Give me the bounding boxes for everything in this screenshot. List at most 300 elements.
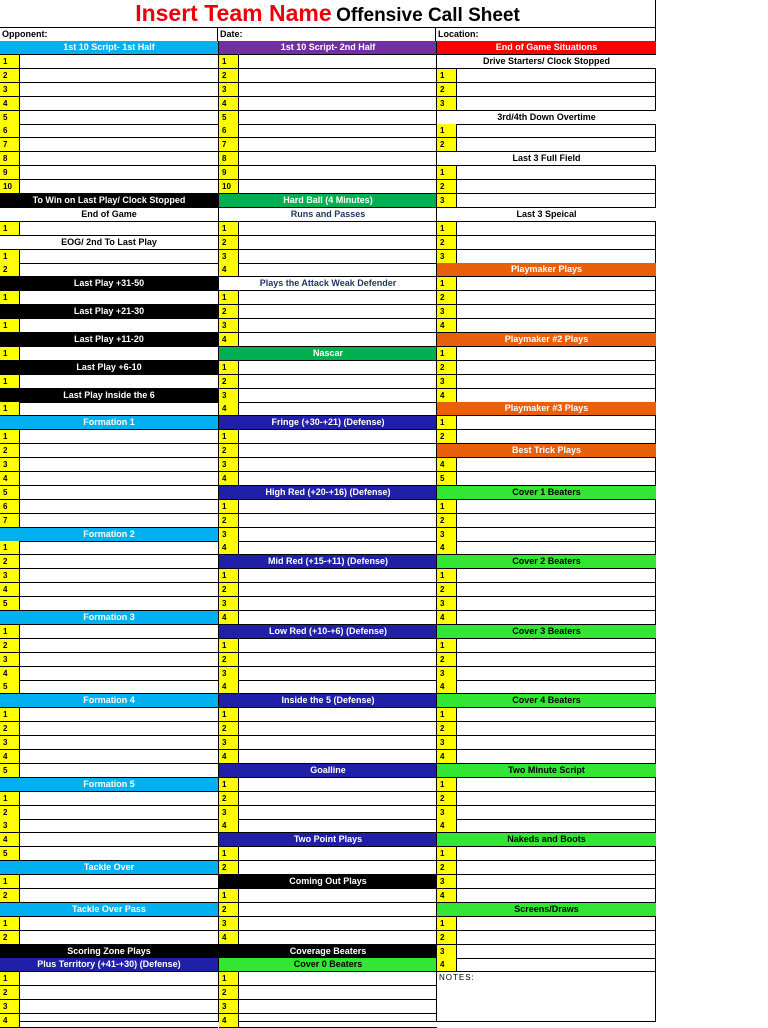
play-row[interactable] xyxy=(437,180,656,194)
play-row[interactable] xyxy=(0,514,218,528)
play-entry-field[interactable] xyxy=(20,83,218,96)
play-entry-field[interactable] xyxy=(239,180,437,193)
play-row[interactable] xyxy=(219,333,437,347)
play-row[interactable] xyxy=(0,222,218,236)
play-entry-field[interactable] xyxy=(457,875,656,888)
play-row[interactable] xyxy=(437,819,656,833)
play-row[interactable] xyxy=(219,611,437,625)
play-row[interactable] xyxy=(0,541,218,555)
play-row[interactable] xyxy=(219,667,437,681)
play-entry-field[interactable] xyxy=(457,861,656,874)
play-row[interactable] xyxy=(0,931,218,945)
play-entry-field[interactable] xyxy=(239,583,437,596)
play-entry-field[interactable] xyxy=(20,472,218,485)
play-row[interactable] xyxy=(0,764,218,778)
play-entry-field[interactable] xyxy=(239,541,437,554)
play-row[interactable] xyxy=(0,875,218,889)
play-entry-field[interactable] xyxy=(20,833,218,846)
play-entry-field[interactable] xyxy=(20,986,218,999)
play-entry-field[interactable] xyxy=(239,500,437,513)
play-row[interactable] xyxy=(437,528,656,542)
play-entry-field[interactable] xyxy=(239,514,437,527)
play-entry-field[interactable] xyxy=(239,333,437,346)
play-entry-field[interactable] xyxy=(239,55,437,68)
play-row[interactable] xyxy=(437,389,656,403)
play-entry-field[interactable] xyxy=(239,124,437,137)
opponent-field[interactable]: Opponent: xyxy=(0,28,218,41)
play-entry-field[interactable] xyxy=(20,667,218,680)
play-row[interactable] xyxy=(437,639,656,653)
location-field[interactable]: Location: xyxy=(438,29,479,39)
play-row[interactable] xyxy=(0,97,218,111)
play-entry-field[interactable] xyxy=(239,1000,437,1013)
play-entry-field[interactable] xyxy=(239,472,437,485)
play-row[interactable] xyxy=(219,180,437,194)
play-row[interactable] xyxy=(437,958,656,972)
play-entry-field[interactable] xyxy=(457,750,656,763)
play-row[interactable] xyxy=(437,166,656,180)
play-row[interactable] xyxy=(219,819,437,833)
play-entry-field[interactable] xyxy=(20,458,218,471)
play-entry-field[interactable] xyxy=(20,597,218,610)
play-entry-field[interactable] xyxy=(239,375,437,388)
play-row[interactable] xyxy=(0,69,218,83)
play-row[interactable] xyxy=(219,263,437,277)
play-entry-field[interactable] xyxy=(457,458,656,471)
play-entry-field[interactable] xyxy=(457,945,656,958)
play-row[interactable] xyxy=(0,472,218,486)
play-row[interactable] xyxy=(219,514,437,528)
play-entry-field[interactable] xyxy=(239,138,437,151)
play-entry-field[interactable] xyxy=(239,611,437,624)
play-row[interactable] xyxy=(0,792,218,806)
play-row[interactable] xyxy=(0,347,218,361)
play-entry-field[interactable] xyxy=(457,97,656,110)
play-entry-field[interactable] xyxy=(457,194,656,207)
play-entry-field[interactable] xyxy=(20,555,218,568)
play-entry-field[interactable] xyxy=(20,222,218,235)
play-entry-field[interactable] xyxy=(239,750,437,763)
play-entry-field[interactable] xyxy=(457,514,656,527)
play-row[interactable] xyxy=(219,680,437,694)
play-row[interactable] xyxy=(0,972,218,986)
play-entry-field[interactable] xyxy=(457,708,656,721)
play-entry-field[interactable] xyxy=(239,736,437,749)
play-entry-field[interactable] xyxy=(239,639,437,652)
play-row[interactable] xyxy=(219,152,437,166)
play-row[interactable] xyxy=(219,222,437,236)
play-row[interactable] xyxy=(219,55,437,69)
play-row[interactable] xyxy=(0,639,218,653)
play-row[interactable] xyxy=(219,124,437,138)
play-row[interactable] xyxy=(437,416,656,430)
play-row[interactable] xyxy=(437,458,656,472)
play-row[interactable] xyxy=(0,708,218,722)
play-entry-field[interactable] xyxy=(457,528,656,541)
notes-area[interactable] xyxy=(437,973,656,982)
play-row[interactable] xyxy=(219,1000,437,1014)
play-entry-field[interactable] xyxy=(457,597,656,610)
play-entry-field[interactable] xyxy=(457,83,656,96)
play-entry-field[interactable] xyxy=(457,611,656,624)
play-row[interactable] xyxy=(0,291,218,305)
play-entry-field[interactable] xyxy=(457,680,656,693)
play-entry-field[interactable] xyxy=(239,806,437,819)
play-entry-field[interactable] xyxy=(20,444,218,457)
play-row[interactable] xyxy=(219,986,437,1000)
play-row[interactable] xyxy=(0,583,218,597)
play-entry-field[interactable] xyxy=(20,319,218,332)
play-row[interactable] xyxy=(0,750,218,764)
play-entry-field[interactable] xyxy=(20,972,218,985)
play-row[interactable] xyxy=(0,250,218,264)
play-row[interactable] xyxy=(437,83,656,97)
play-row[interactable] xyxy=(437,667,656,681)
play-row[interactable] xyxy=(219,236,437,250)
play-entry-field[interactable] xyxy=(239,847,437,860)
play-entry-field[interactable] xyxy=(457,778,656,791)
play-row[interactable] xyxy=(437,361,656,375)
play-row[interactable] xyxy=(437,569,656,583)
play-entry-field[interactable] xyxy=(457,847,656,860)
play-entry-field[interactable] xyxy=(20,430,218,443)
play-row[interactable] xyxy=(219,903,437,917)
play-row[interactable] xyxy=(219,250,437,264)
play-row[interactable] xyxy=(0,83,218,97)
play-row[interactable] xyxy=(437,931,656,945)
play-entry-field[interactable] xyxy=(457,416,656,429)
play-row[interactable] xyxy=(437,319,656,333)
play-entry-field[interactable] xyxy=(239,667,437,680)
play-entry-field[interactable] xyxy=(457,375,656,388)
play-entry-field[interactable] xyxy=(239,917,437,930)
play-entry-field[interactable] xyxy=(239,319,437,332)
play-entry-field[interactable] xyxy=(457,250,656,263)
play-entry-field[interactable] xyxy=(457,291,656,304)
play-row[interactable] xyxy=(437,375,656,389)
play-row[interactable] xyxy=(219,111,437,125)
play-row[interactable] xyxy=(437,875,656,889)
play-row[interactable] xyxy=(437,708,656,722)
play-row[interactable] xyxy=(437,277,656,291)
play-row[interactable] xyxy=(437,250,656,264)
play-entry-field[interactable] xyxy=(457,667,656,680)
play-entry-field[interactable] xyxy=(20,764,218,777)
play-entry-field[interactable] xyxy=(457,931,656,944)
play-entry-field[interactable] xyxy=(457,917,656,930)
play-row[interactable] xyxy=(219,97,437,111)
play-row[interactable] xyxy=(437,291,656,305)
play-entry-field[interactable] xyxy=(20,847,218,860)
play-entry-field[interactable] xyxy=(20,653,218,666)
play-row[interactable] xyxy=(219,528,437,542)
play-row[interactable] xyxy=(219,653,437,667)
play-entry-field[interactable] xyxy=(457,430,656,443)
play-row[interactable] xyxy=(437,945,656,959)
play-row[interactable] xyxy=(437,847,656,861)
play-entry-field[interactable] xyxy=(457,472,656,485)
play-entry-field[interactable] xyxy=(20,55,218,68)
play-entry-field[interactable] xyxy=(457,236,656,249)
play-entry-field[interactable] xyxy=(457,361,656,374)
play-row[interactable] xyxy=(219,889,437,903)
play-entry-field[interactable] xyxy=(20,806,218,819)
play-entry-field[interactable] xyxy=(239,389,437,402)
play-row[interactable] xyxy=(437,236,656,250)
play-row[interactable] xyxy=(437,430,656,444)
play-entry-field[interactable] xyxy=(457,389,656,402)
play-entry-field[interactable] xyxy=(239,152,437,165)
play-entry-field[interactable] xyxy=(20,889,218,902)
play-entry-field[interactable] xyxy=(239,69,437,82)
play-entry-field[interactable] xyxy=(239,111,437,124)
play-row[interactable] xyxy=(0,138,218,152)
play-entry-field[interactable] xyxy=(239,792,437,805)
play-row[interactable] xyxy=(0,653,218,667)
play-row[interactable] xyxy=(0,806,218,820)
play-row[interactable] xyxy=(437,194,656,208)
play-entry-field[interactable] xyxy=(457,166,656,179)
play-entry-field[interactable] xyxy=(457,722,656,735)
play-row[interactable] xyxy=(219,972,437,986)
play-entry-field[interactable] xyxy=(20,541,218,554)
play-entry-field[interactable] xyxy=(20,736,218,749)
play-row[interactable] xyxy=(219,319,437,333)
play-entry-field[interactable] xyxy=(457,541,656,554)
play-entry-field[interactable] xyxy=(239,291,437,304)
play-row[interactable] xyxy=(219,541,437,555)
play-entry-field[interactable] xyxy=(20,486,218,499)
play-entry-field[interactable] xyxy=(239,166,437,179)
play-entry-field[interactable] xyxy=(20,931,218,944)
play-row[interactable] xyxy=(0,597,218,611)
play-entry-field[interactable] xyxy=(239,97,437,110)
play-row[interactable] xyxy=(219,861,437,875)
play-row[interactable] xyxy=(219,917,437,931)
play-entry-field[interactable] xyxy=(457,319,656,332)
play-row[interactable] xyxy=(0,152,218,166)
play-entry-field[interactable] xyxy=(20,1000,218,1013)
play-entry-field[interactable] xyxy=(20,180,218,193)
play-entry-field[interactable] xyxy=(457,138,656,151)
play-entry-field[interactable] xyxy=(457,819,656,832)
play-row[interactable] xyxy=(0,430,218,444)
play-row[interactable] xyxy=(0,833,218,847)
play-row[interactable] xyxy=(0,486,218,500)
play-entry-field[interactable] xyxy=(457,69,656,82)
play-entry-field[interactable] xyxy=(239,889,437,902)
play-row[interactable] xyxy=(437,541,656,555)
play-entry-field[interactable] xyxy=(20,625,218,638)
play-row[interactable] xyxy=(437,806,656,820)
play-row[interactable] xyxy=(437,97,656,111)
play-entry-field[interactable] xyxy=(20,792,218,805)
play-row[interactable] xyxy=(0,458,218,472)
play-entry-field[interactable] xyxy=(20,347,218,360)
play-entry-field[interactable] xyxy=(20,402,218,415)
play-entry-field[interactable] xyxy=(239,528,437,541)
play-row[interactable] xyxy=(219,389,437,403)
play-entry-field[interactable] xyxy=(457,569,656,582)
play-entry-field[interactable] xyxy=(20,500,218,513)
play-row[interactable] xyxy=(437,722,656,736)
play-row[interactable] xyxy=(219,444,437,458)
play-row[interactable] xyxy=(219,166,437,180)
play-row[interactable] xyxy=(437,611,656,625)
play-row[interactable] xyxy=(437,138,656,152)
play-entry-field[interactable] xyxy=(457,347,656,360)
play-entry-field[interactable] xyxy=(239,931,437,944)
play-entry-field[interactable] xyxy=(20,680,218,693)
play-entry-field[interactable] xyxy=(20,111,218,124)
play-entry-field[interactable] xyxy=(239,569,437,582)
play-row[interactable] xyxy=(219,806,437,820)
play-row[interactable] xyxy=(0,1000,218,1014)
play-row[interactable] xyxy=(219,361,437,375)
play-row[interactable] xyxy=(219,305,437,319)
play-row[interactable] xyxy=(219,736,437,750)
play-row[interactable] xyxy=(437,583,656,597)
play-row[interactable] xyxy=(437,69,656,83)
play-row[interactable] xyxy=(219,778,437,792)
play-entry-field[interactable] xyxy=(239,250,437,263)
play-row[interactable] xyxy=(0,889,218,903)
play-entry-field[interactable] xyxy=(457,889,656,902)
play-entry-field[interactable] xyxy=(20,569,218,582)
play-row[interactable] xyxy=(0,402,218,416)
play-row[interactable] xyxy=(219,69,437,83)
play-entry-field[interactable] xyxy=(239,708,437,721)
date-field[interactable]: Date: xyxy=(218,28,436,41)
play-row[interactable] xyxy=(219,722,437,736)
play-entry-field[interactable] xyxy=(20,819,218,832)
play-row[interactable] xyxy=(437,792,656,806)
play-entry-field[interactable] xyxy=(239,305,437,318)
play-row[interactable] xyxy=(219,708,437,722)
play-entry-field[interactable] xyxy=(457,222,656,235)
play-row[interactable] xyxy=(219,1014,437,1028)
play-entry-field[interactable] xyxy=(239,361,437,374)
play-entry-field[interactable] xyxy=(457,653,656,666)
play-entry-field[interactable] xyxy=(239,222,437,235)
play-entry-field[interactable] xyxy=(239,986,437,999)
play-entry-field[interactable] xyxy=(239,903,437,916)
play-entry-field[interactable] xyxy=(20,166,218,179)
play-row[interactable] xyxy=(0,55,218,69)
play-entry-field[interactable] xyxy=(20,250,218,263)
play-row[interactable] xyxy=(0,625,218,639)
play-row[interactable] xyxy=(0,736,218,750)
play-row[interactable] xyxy=(219,639,437,653)
play-row[interactable] xyxy=(219,138,437,152)
play-entry-field[interactable] xyxy=(239,236,437,249)
play-row[interactable] xyxy=(0,444,218,458)
play-entry-field[interactable] xyxy=(239,680,437,693)
play-entry-field[interactable] xyxy=(239,1014,437,1027)
play-row[interactable] xyxy=(0,667,218,681)
play-entry-field[interactable] xyxy=(239,722,437,735)
play-row[interactable] xyxy=(219,792,437,806)
play-row[interactable] xyxy=(437,514,656,528)
play-row[interactable] xyxy=(0,319,218,333)
play-row[interactable] xyxy=(219,375,437,389)
play-entry-field[interactable] xyxy=(20,722,218,735)
play-entry-field[interactable] xyxy=(20,639,218,652)
play-entry-field[interactable] xyxy=(457,277,656,290)
play-entry-field[interactable] xyxy=(457,305,656,318)
play-row[interactable] xyxy=(219,458,437,472)
play-row[interactable] xyxy=(219,597,437,611)
play-entry-field[interactable] xyxy=(20,875,218,888)
play-entry-field[interactable] xyxy=(457,958,656,971)
play-row[interactable] xyxy=(437,347,656,361)
play-row[interactable] xyxy=(219,500,437,514)
play-row[interactable] xyxy=(437,597,656,611)
play-entry-field[interactable] xyxy=(457,639,656,652)
play-row[interactable] xyxy=(437,889,656,903)
play-entry-field[interactable] xyxy=(239,458,437,471)
play-entry-field[interactable] xyxy=(457,583,656,596)
play-entry-field[interactable] xyxy=(239,444,437,457)
play-row[interactable] xyxy=(437,653,656,667)
play-row[interactable] xyxy=(219,402,437,416)
play-row[interactable] xyxy=(0,180,218,194)
play-row[interactable] xyxy=(219,750,437,764)
play-row[interactable] xyxy=(219,291,437,305)
play-entry-field[interactable] xyxy=(239,83,437,96)
play-entry-field[interactable] xyxy=(239,597,437,610)
play-entry-field[interactable] xyxy=(457,180,656,193)
play-entry-field[interactable] xyxy=(20,69,218,82)
play-row[interactable] xyxy=(0,722,218,736)
play-row[interactable] xyxy=(437,472,656,486)
play-row[interactable] xyxy=(437,500,656,514)
play-row[interactable] xyxy=(0,1014,218,1028)
play-row[interactable] xyxy=(437,680,656,694)
play-row[interactable] xyxy=(0,166,218,180)
play-row[interactable] xyxy=(0,555,218,569)
play-row[interactable] xyxy=(437,222,656,236)
play-entry-field[interactable] xyxy=(457,736,656,749)
play-row[interactable] xyxy=(0,124,218,138)
play-row[interactable] xyxy=(437,736,656,750)
play-entry-field[interactable] xyxy=(20,291,218,304)
play-entry-field[interactable] xyxy=(457,792,656,805)
play-row[interactable] xyxy=(0,680,218,694)
play-entry-field[interactable] xyxy=(20,583,218,596)
play-entry-field[interactable] xyxy=(20,138,218,151)
play-entry-field[interactable] xyxy=(239,430,437,443)
play-row[interactable] xyxy=(0,917,218,931)
play-row[interactable] xyxy=(0,569,218,583)
play-row[interactable] xyxy=(437,750,656,764)
play-entry-field[interactable] xyxy=(20,375,218,388)
play-entry-field[interactable] xyxy=(239,778,437,791)
play-row[interactable] xyxy=(0,986,218,1000)
play-row[interactable] xyxy=(437,917,656,931)
play-row[interactable] xyxy=(437,124,656,138)
play-entry-field[interactable] xyxy=(20,514,218,527)
play-entry-field[interactable] xyxy=(457,500,656,513)
play-row[interactable] xyxy=(0,500,218,514)
play-row[interactable] xyxy=(437,778,656,792)
play-entry-field[interactable] xyxy=(20,152,218,165)
play-entry-field[interactable] xyxy=(20,708,218,721)
play-entry-field[interactable] xyxy=(20,263,218,276)
team-name[interactable]: Insert Team Name xyxy=(135,0,332,26)
play-entry-field[interactable] xyxy=(239,819,437,832)
play-row[interactable] xyxy=(437,861,656,875)
